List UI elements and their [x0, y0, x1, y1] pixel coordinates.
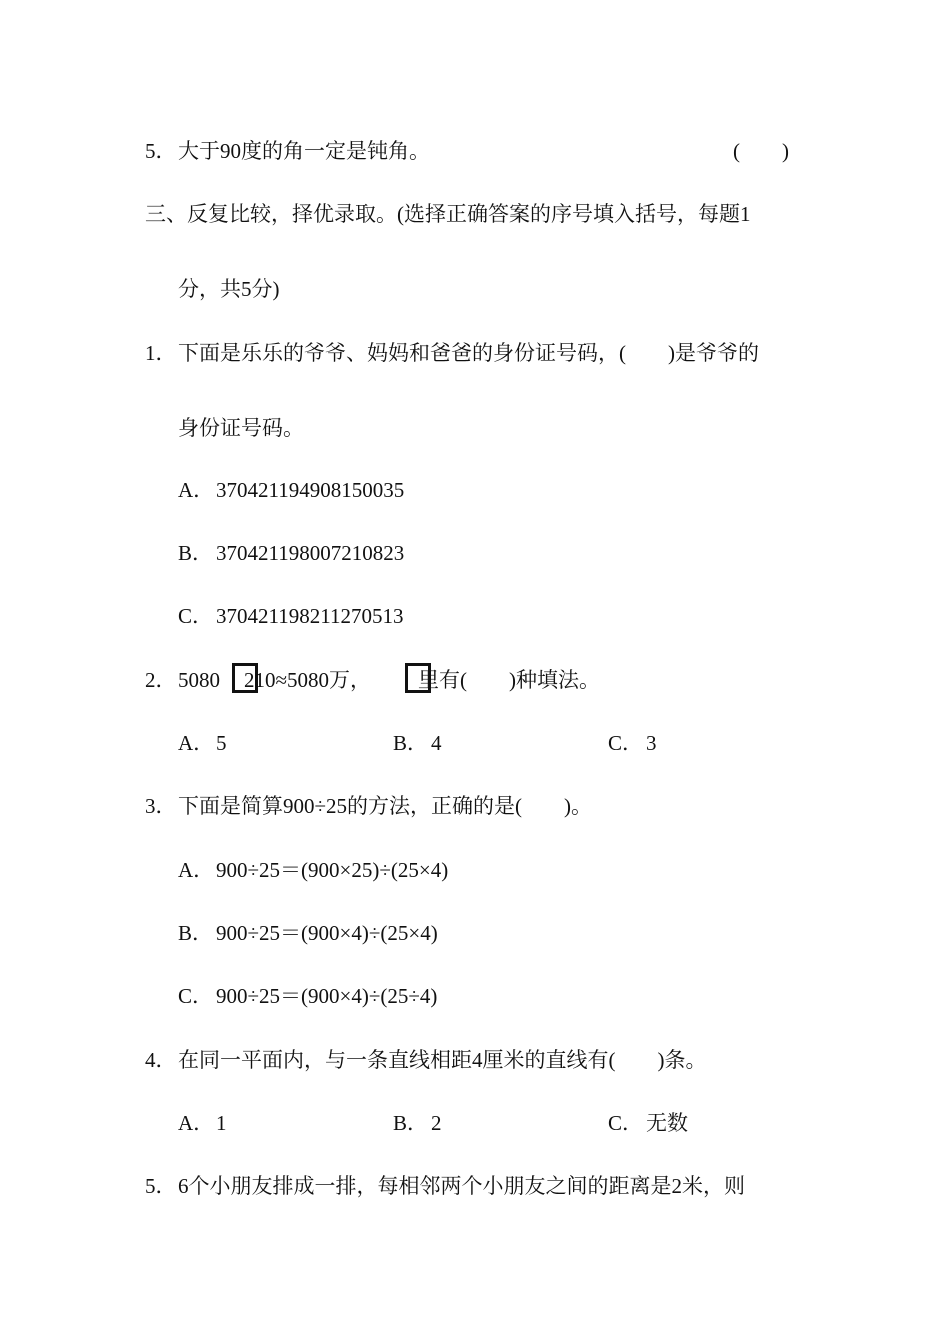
- option-text: 900÷25＝(900×4)÷(25×4): [216, 921, 438, 945]
- option-text: 900÷25＝(900×4)÷(25÷4): [216, 984, 438, 1008]
- question-text: 6个小朋友排成一排，每相邻两个小朋友之间的距离是2米，则: [178, 1174, 745, 1198]
- question-5: [145, 1172, 745, 1200]
- option-label: C．: [608, 1111, 644, 1135]
- option-label: B．: [178, 921, 214, 945]
- option-label: B．: [393, 731, 429, 755]
- option-a: [178, 1109, 227, 1137]
- option-c: [178, 602, 403, 630]
- question-1: [145, 339, 759, 367]
- option-text: 370421198007210823: [216, 541, 405, 565]
- option-text: 5: [216, 731, 227, 755]
- option-b: [178, 539, 404, 567]
- question-text: 在同一平面内，与一条直线相距4厘米的直线有( )条。: [178, 1048, 707, 1072]
- option-label: A．: [178, 731, 215, 755]
- question-text: 大于90度的角一定是钝角。: [178, 139, 430, 163]
- option-text: 1: [216, 1111, 227, 1135]
- question-number: 2．: [145, 668, 177, 692]
- option-b: [393, 1109, 442, 1137]
- option-c: [608, 1109, 688, 1137]
- section-title: 三、反复比较，择优录取。(选择正确答案的序号填入括号，每题1: [145, 202, 751, 226]
- option-a: [178, 476, 404, 504]
- question-text-part1: 5080: [178, 668, 220, 692]
- option-label: C．: [608, 731, 644, 755]
- question-text-part3: 里有( )种填法。: [418, 668, 600, 692]
- option-b: [178, 919, 438, 947]
- question-4: [145, 1046, 706, 1074]
- option-text: 370421194908150035: [216, 478, 405, 502]
- option-text: 900÷25＝(900×25)÷(25×4): [216, 858, 449, 882]
- option-b: [393, 729, 442, 757]
- question-text: 下面是乐乐的爷爷、妈妈和爸爸的身份证号码，( )是爷爷的: [178, 341, 759, 365]
- option-label: B．: [178, 541, 214, 565]
- question-number: 5．: [145, 139, 177, 163]
- question-number: 4．: [145, 1048, 177, 1072]
- question-text: 下面是简算900÷25的方法，正确的是( )。: [178, 794, 593, 818]
- option-c: [178, 982, 437, 1010]
- option-c: [608, 729, 657, 757]
- question-text-part2: 210≈5080万，: [244, 668, 372, 692]
- option-label: A．: [178, 1111, 215, 1135]
- option-label: C．: [178, 984, 214, 1008]
- question-2: [145, 666, 665, 696]
- option-label: A．: [178, 858, 215, 882]
- question-3: [145, 792, 592, 820]
- option-a: [178, 856, 448, 884]
- option-label: B．: [393, 1111, 429, 1135]
- option-label: C．: [178, 604, 214, 628]
- option-text: 2: [431, 1111, 442, 1135]
- question-number: 3．: [145, 794, 177, 818]
- question-1-continued: 身份证号码。: [178, 416, 304, 440]
- option-text: 4: [431, 731, 442, 755]
- option-label: A．: [178, 478, 215, 502]
- judge-question-5: [145, 137, 805, 165]
- question-number: 5．: [145, 1174, 177, 1198]
- question-number: 1．: [145, 341, 177, 365]
- answer-paren: ( ): [733, 139, 789, 163]
- option-text: 3: [646, 731, 657, 755]
- section-title-continued: 分，共5分): [178, 277, 280, 301]
- option-a: [178, 729, 227, 757]
- option-text: 370421198211270513: [216, 604, 404, 628]
- option-text: 无数: [646, 1111, 688, 1135]
